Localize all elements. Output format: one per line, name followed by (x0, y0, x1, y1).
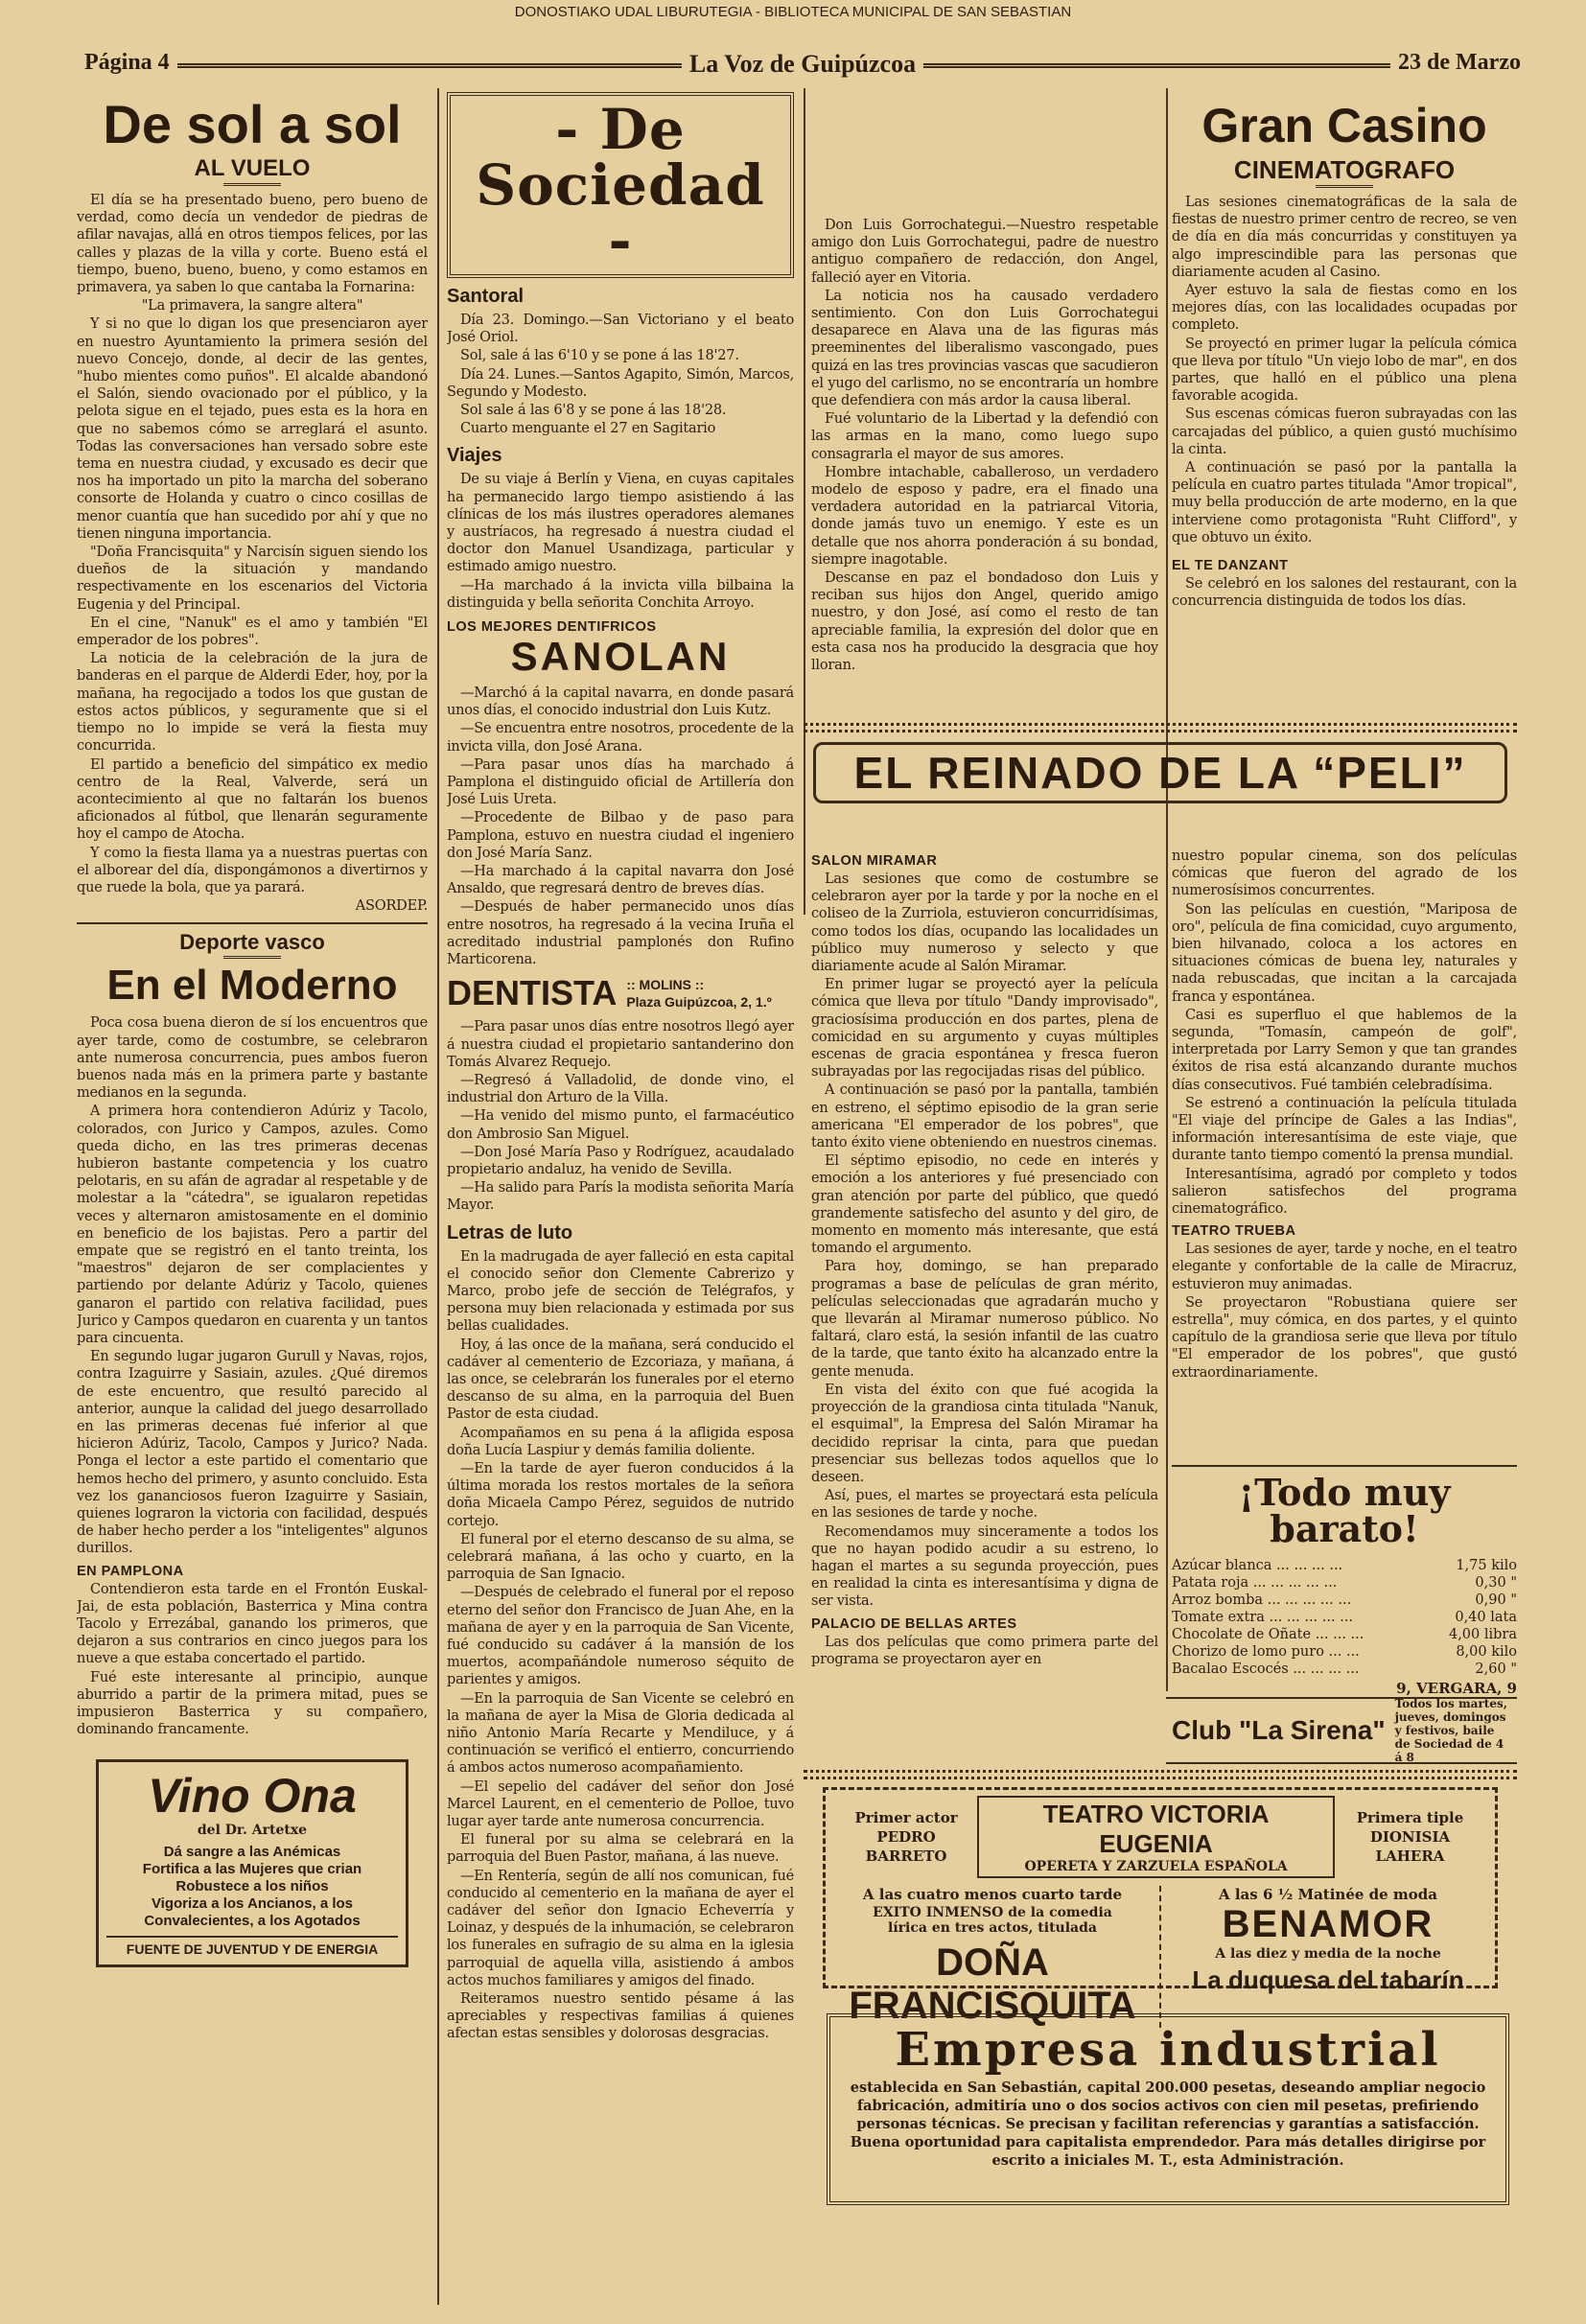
item-price: 0,40 lata (1455, 1610, 1517, 1625)
ad-line: Convalecientes, a los Agotados (144, 1913, 361, 1930)
item-name: Azúcar blanca ... ... ... ... (1172, 1558, 1343, 1573)
paragraph: Cuarto menguante el 27 en Sagitario (460, 421, 716, 437)
ad-footer: FUENTE DE JUVENTUD Y DE ENERGIA (106, 1936, 398, 1957)
peli-left-column (811, 848, 1158, 1691)
ad-name: :: MOLINS :: (626, 977, 705, 993)
item-name: Tomate extra ... ... ... ... ... (1172, 1610, 1354, 1625)
ad-text: Todos los martes, jueves, domingos y festivos, baile de Sociedad de 4 á 8 (1394, 1697, 1507, 1764)
paragraph: La noticia nos ha causado verdadero sentimiento. Con don Luis Gorrochategui desaparece en Alava una de las figuras más preeminentes del liberalismo vascongado, pues quizá en las tres provincias vascas que sacudieron el yugo del carlismo, no se encontraría un hombre que defendiera con más ardor la causa liberal. (811, 288, 1158, 409)
paragraph: En vista del éxito con que fué acogida la proyección de la grandiosa cinta titulada "Nanuk, el esquimal", la Empresa del Salón Miramar ha decidido reprisar la cinta, para que puedan presenciar sus bellezas todos aquellos que lo deseen. (811, 1382, 1158, 1485)
ad-maker: del Dr. Artetxe (197, 1823, 308, 1839)
column-de-sociedad (447, 92, 794, 2305)
paragraph: Reiteramos nuestro sentido pésame á las apreciables y respectivas familias á quienes afectan estas sensibles y dolorosas desgracias. (447, 1991, 794, 2042)
paragraph: —Ha marchado á la capital navarra don José Ansaldo, que regresará dentro de breves días. (447, 864, 794, 897)
paragraph: A continuación se pasó por la pantalla la película en cuatro partes titulada "Amor tropical", muy bella producción de arte moderno, en la que interviene como protagonista "Ruht Clifford", y que obtuvo un éxito. (1172, 460, 1517, 546)
paragraph: Descanse en paz el bondadoso don Luis y reciban sus hijos don Angel, querido amigo nuestro, y don José, así como el resto de tan apreciable familia, la expresión del dolor que en esta casa nos ha producido la desgracia que hoy lloran. (811, 570, 1158, 674)
decorative-border (804, 1770, 1517, 1779)
paragraph: Sol sale á las 6'8 y se pone á las 18'28. (460, 403, 727, 419)
ad-line: Vigoriza a los Ancianos, a los (151, 1895, 354, 1913)
paragraph: Poca cosa buena dieron de sí los encuentros que ayer tarde, como de costumbre, se celebraron ante numerosa concurrencia, pues ambos fueron buenos nada más en la primera parte y bastante medianos en la segunda. (77, 1015, 428, 1102)
peli-title-box (813, 742, 1507, 803)
paragraph: En primer lugar se proyectó ayer la película cómica que lleva por título "Dandy improvisado", graciosísima producción en dos partes, plena de comicidad en su argumento y cuyas múltiples escenas de gracia espontánea y fresca fueron subrayadas por las regocijadas risas del público. (811, 977, 1158, 1081)
ad-actor: PEDRO BARRETO (865, 1828, 947, 1865)
paragraph: Don Luis Gorrochategui.—Nuestro respetable amigo don Luis Gorrochategui, padre de nuestro antiguo compañero de redacción, don Angel, falleció ayer en Vitoria. (811, 218, 1158, 286)
library-holdline: DONOSTIAKO UDAL LIBURUTEGIA - BIBLIOTECA MUNICIPAL DE SAN SEBASTIAN (514, 4, 1072, 20)
price-row (1172, 1592, 1517, 1609)
ad-line: Fortifica a las Mujeres que crian (142, 1861, 362, 1878)
item-price: 8,00 kilo (1456, 1644, 1517, 1660)
paragraph: —Marchó á la capital navarra, en donde pasará unos días, el conocido industrial don Luis Kutz. (447, 686, 794, 719)
ad-title: Empresa industrial (895, 2023, 1441, 2077)
paragraph: "Doña Francisquita" y Narcisín siguen siendo los dueños de la situación y mandando respectivamente en los escenarios del Victoria Eugenia y del Principal. (77, 545, 428, 613)
paragraph: Recomendamos muy sinceramente a todos los que no hayan podido acudir a su estreno, lo hagan el martes a su segunda proyección, pues en realidad la cinta es interesantísima y digna de ser vista. (811, 1523, 1158, 1610)
paragraph: —Don José María Paso y Rodríguez, acaudalado propietario andaluz, ha venido de Sevilla. (447, 1144, 794, 1177)
item-name: Bacalao Escocés ... ... ... ... (1172, 1662, 1360, 1677)
ad-brand: Club "La Sirena" (1172, 1715, 1386, 1745)
subheading: EL TE DANZANT (1172, 558, 1289, 574)
paragraph: Ayer estuvo la sala de fiestas como en los mejores días, con las localidades ocupadas por completo. (1172, 283, 1517, 334)
ad-brand: DENTISTA (447, 973, 618, 1013)
sociedad-title-box (447, 92, 794, 278)
ad-line: Dá sangre a las Anémicas (163, 1844, 341, 1861)
empresa-ad (827, 2013, 1509, 2205)
paragraph: Día 23. Domingo.—San Victoriano y el beato José Oriol. (447, 313, 794, 346)
newspaper-name: La Voz de Guipúzcoa (682, 50, 923, 79)
ad-line: Robustece a los niños (175, 1878, 329, 1895)
paragraph: —Regresó á Valladolid, de donde vino, el industrial don Arturo de la Villa. (447, 1072, 794, 1106)
paragraph: Se proyectó en primer lugar la película cómica que lleva por título "Un viejo lobo de mar", en dos partes, que halló en el público una plena favorable acogida. (1172, 336, 1517, 405)
section-title: En el Moderno (106, 962, 398, 1010)
paragraph: En el cine, "Nanuk" es el amo y también "El emperador de los pobres". (77, 615, 428, 649)
paragraph: Son las películas en cuestión, "Mariposa de oro", película de fina comicidad, cuyo argumento, bien hilvanado, coloca a los actores en situaciones cómicas de buena ley, naturales y nada rebuscadas, que incitan a la carcajada franca y espontánea. (1172, 901, 1517, 1005)
sirena-ad (1166, 1697, 1517, 1764)
paragraph: Casi es superfluo el que hablemos de la segunda, "Tomasín, campeón de golf", interpretada por Larry Semon y que tan grandes éxitos de risa está alcanzando durante muchos días consecutivos. Fué también celebradísima. (1172, 1007, 1517, 1093)
column-de-sol-a-sol (77, 92, 428, 2305)
ad-theatre: TEATRO VICTORIA EUGENIA (1042, 1800, 1270, 1858)
paragraph: —Ha marchado á la invicta villa bilbaina la distinguida y bella señorita Conchita Arroyo. (447, 577, 794, 611)
paragraph: De su viaje á Berlín y Viena, en cuyas capitales ha permanecido largo tiempo asistiendo á las clínicas de los más ilustres operadores alemanes y austríacos, ha regresado á nuestra ciudad el doctor don Manuel Usandizaga, particular y estimado amigo nuestro. (447, 472, 794, 575)
ad-address: Plaza Guipúzcoa, 2, 1.º (626, 994, 772, 1011)
item-name: Patata roja ... ... ... ... ... (1172, 1575, 1338, 1591)
show-title: DOÑA FRANCISQUITA (849, 1941, 1136, 2027)
peli-right-column (1172, 848, 1517, 1461)
ad-brand: SANOLAN (510, 634, 731, 680)
sanolan-ad (447, 619, 794, 680)
paragraph: Día 24. Lunes.—Santos Agapito, Simón, Marcos, Segundo y Modesto. (447, 366, 794, 400)
paragraph: —En Rentería, según de allí nos comunican, fué conducido al cementerio en la mañana de ayer el cadáver del señor don Ignacio Echeverría y Loinaz, y después de la inhumación, se celebraron los funerales en sufragio de su alma en la iglesia parroquial de aquella villa, asistiendo á ambos actos muchos familiares y amigos del finado. (447, 1868, 794, 1988)
paragraph: Fué voluntario de la Libertad y la defendió con las armas en la mano, como luego supo consagrarla el mayor de sus amores. (811, 411, 1158, 462)
item-price: 4,00 libra (1448, 1627, 1517, 1642)
paragraph: Contendieron esta tarde en el Frontón Euskal-Jai, de esta población, Basterrica y Mina contra Tacolo y Errezábal, ganando los primeros, que dejaron a sus contrarios en cinco juegos para los nueve a que estaba concertado el partido. (77, 1581, 428, 1667)
paragraph: El partido a beneficio del simpático ex medio centro de la Real, Valverde, será un acontecimiento al que no faltarán los buenos aficionados al fútbol, que llenarán seguramente hoy el campo de Atocha. (77, 756, 428, 843)
ad-text: establecida en San Sebastián, capital 200.000 pesetas, deseando ampliar negocio fabricación, admitiría uno o dos socios activos con cien mil pesetas, prefiriendo personas técnicas. Se precisan y facilitan referencias y garantías a satisfacción. Buena oportunidad para capitalista emprendedor. Para más detalles dirigirse por escrito a iniciales M. T., esta Administración. (850, 2080, 1486, 2169)
column-rule (437, 88, 439, 2305)
paragraph: Acompañamos en su pena á la afligida esposa doña Lucía Laspiur y demás familia doliente. (447, 1425, 794, 1458)
paragraph: —El sepelio del cadáver del señor don José Marcel Laurent, en el cementerio de Polloe, tuvo lugar ayer tarde ante numerosa concurrencia. (447, 1778, 794, 1830)
paragraph: —En la parroquia de San Vicente se celebró en la mañana de ayer la Misa de Gloria dedicada al niño Antonio María Recarte y Mendiluce, y á continuación se verificó el entierro, concurriendo á ambos actos numeroso acompañamiento. (447, 1690, 794, 1777)
column-gran-casino (1172, 92, 1517, 706)
show-time: A las diez y media de la noche (1215, 1946, 1441, 1962)
paragraph: El día se ha presentado bueno, pero bueno de verdad, como decía un vendedor de piedras de afilar navajas, allá en otros tiempos felices, por las calles y plazas de la villa y corte. Bueno está el tiempo, bueno, bueno, bueno, y como estamos en primavera, ya saben lo que cantaba la Fornarina: (77, 193, 428, 296)
price-row (1172, 1626, 1517, 1643)
paragraph: Hombre intachable, caballeroso, un verdadero modelo de esposo y padre, era el finado una verdadera autoridad en la patriarcal Vitoria, donde jamás tuvo un enemigo. Y este es un detalle que nos ahorra ponderación á su bondad, siempre inagotable. (811, 464, 1158, 568)
item-name: Arroz bomba ... ... ... ... ... (1172, 1592, 1352, 1608)
paragraph: Se estrenó a continuación la película titulada "El viaje del príncipe de Gales a las Indias", información interesantísima de este viaje, que durante tanto tiempo comentó la prensa mundial. (1172, 1095, 1517, 1164)
ad-brand: Vino Ona (148, 1769, 357, 1824)
page-header (77, 48, 1528, 81)
paragraph: Así, pues, el martes se proyectará esta película en las sesiones de tarde y noche. (811, 1488, 1158, 1522)
price-row (1172, 1574, 1517, 1592)
paragraph: A primera hora contendieron Adúriz y Tacolo, colorados, con Jurico y Campos, azules. Como queda dicho, en las tres primeras decenas hubieron bastante competencia y los cuatro pelotaris, en su afán de agradar al respetable y de molestar a la "cátedra", se igualaron repetidas veces y alternaron amistosamente en el dominio en beneficio de los bajistas. Pero a partir del empate que se registró en el tanto treinta, los "maestros" dejaron de ser complacientes y partiendo por delante Adúriz y Tacolo, quienes ganaron el partido con relativa facilidad, pues Jurico y Campos quedaron en cuarenta y un tantos para cincuenta. (77, 1104, 428, 1346)
dentista-ad (447, 973, 794, 1013)
page-date: 23 de Marzo (1390, 50, 1528, 76)
paragraph: Las sesiones que como de costumbre se celebraron ayer por la tarde y por la noche en el coliseo de la Zurriola, estuvieron concurridísimas, como todos los días, ocupando las localidades un público muy numeroso y selecto y que diariamente acude al Salón Miramar. (811, 872, 1158, 975)
paragraph: nuestro popular cinema, son dos películas cómicas que fueron del agrado de los numerosísimos concurrentes. (1172, 848, 1517, 899)
section-kicker: Deporte vasco (179, 930, 325, 955)
barato-ad (1172, 1457, 1517, 1697)
paragraph: —Para pasar unos días entre nosotros llegó ayer á nuestra ciudad el propietario santanderino don Tomás Alvarez Requejo. (447, 1019, 794, 1070)
ad-actress: DIONISIA LAHERA (1369, 1828, 1451, 1865)
vino-ona-ad (96, 1759, 408, 1967)
subheading: EN PAMPLONA (77, 1563, 184, 1579)
page-number: Página 4 (77, 50, 177, 76)
paragraph: Se celebró en los salones del restaurant, con la concurrencia distinguida de todos los días. (1172, 576, 1517, 610)
paragraph: Para hoy, domingo, se han preparado programas a base de películas de gran mérito, películas seleccionadas que agradarán mucho y que llevarán al Miramar numeroso público. No faltará, claro está, la sesión infantil de las cuatro de la tarde, que tanto éxito ha alcanzado entre la gente menuda. (811, 1259, 1158, 1380)
ad-label: Primer actor (854, 1809, 958, 1826)
paragraph: Se proyectaron "Robustiana quiere ser estrella", muy cómica, en dos partes, y el quinto capítulo de la grandiosa serie que lleva por título "El emperador de los pobres", que gustó extraordinariamente. (1172, 1294, 1517, 1381)
item-price: 1,75 kilo (1456, 1558, 1517, 1573)
section-subtitle: CINEMATOGRAFO (1233, 155, 1456, 184)
paragraph: Sol, sale á las 6'10 y se pone á las 18'27. (460, 348, 739, 364)
item-price: 0,90 " (1475, 1592, 1517, 1608)
subheading: Viajes (447, 445, 502, 467)
paragraph: "La primavera, la sangre altera" (141, 298, 363, 314)
show-description: EXITO INMENSO de la comedia lírica en tres actos, titulada (873, 1905, 1112, 1936)
show-time: A las 6 ½ Matinée de moda (1219, 1886, 1437, 1903)
subheading: TEATRO TRUEBA (1172, 1223, 1296, 1240)
item-price: 0,30 " (1475, 1575, 1517, 1591)
paragraph: El funeral por su alma se celebrará en la parroquia del Buen Pastor, mañana, á las nueve. (447, 1832, 794, 1866)
paragraph: Las dos películas que como primera parte del programa se proyectaron ayer en (811, 1634, 1158, 1667)
paragraph: Interesantísima, agradó por completo y todos salieron satisfechos del programa cinematográfico. (1172, 1166, 1517, 1218)
teatro-box (823, 1787, 1498, 2027)
price-row (1172, 1661, 1517, 1678)
section-title: EL REINADO DE LA “PELI” (853, 748, 1467, 798)
subheading: Santoral (447, 286, 525, 307)
subheading: PALACIO DE BELLAS ARTES (811, 1615, 1017, 1632)
ad-genre: OPERETA Y ZARZUELA ESPAÑOLA (1024, 1859, 1288, 1874)
paragraph: —Después de celebrado el funeral por el reposo eterno del señor don Francisco de Juan Ahe, en la mañana de ayer y en la parroquia de San Vicente, fué conducido su cadáver á la mansión de los muertos, acompañándole numeroso séquito de parientes y amigos. (447, 1585, 794, 1688)
subheading: SALON MIRAMAR (811, 853, 938, 869)
show-title: La duquesa del tabarín (1192, 1965, 1464, 1994)
section-title: - De Sociedad - (476, 97, 765, 273)
show-title: BENAMOR (1222, 1903, 1434, 1945)
paragraph: Sus escenas cómicas fueron subrayadas con las carcajadas del público, a quien gustó muchísimo la cinta. (1172, 407, 1517, 457)
item-name: Chorizo de lomo puro ... ... (1172, 1644, 1360, 1660)
paragraph: El séptimo episodio, no cede en interés y emoción a los anteriores y fué presenciado con gran atención por parte del público, que quedó grandemente satisfecho del asunto y del giro, de momento en momento más interesante, que está tomando el argumento. (811, 1153, 1158, 1257)
ad-title: ¡Todo muy barato! (1238, 1471, 1451, 1550)
paragraph: —Para pasar unos días ha marchado á Pamplona el distinguido oficial de Artillería don José Luis Ureta. (447, 756, 794, 808)
item-price: 2,60 " (1475, 1662, 1517, 1677)
paragraph: Fué este interesante al principio, aunque aburrido a partir de la primera mitad, pues se impusieron Basterrica y su compañero, dominando francamente. (77, 1669, 428, 1738)
section-subtitle: AL VUELO (194, 155, 311, 181)
paragraph: Y como la fiesta llama ya a nuestras puertas con el alborear del día, dispongámonos a divertirnos y que ruede la bola, que ya parará. (77, 845, 428, 895)
paragraph: El funeral por el eterno descanso de su alma, se celebrará mañana, á las ocho y cuarto, en la parroquia de San Ignacio. (447, 1531, 794, 1583)
paragraph: Hoy, á las once de la mañana, será conducido el cadáver al cementerio de Ezcoriaza, y mañana, á las once, se celebrarán los funerales por el eterno descanso de su alma, en la parroquia del Buen Pastor de esta ciudad. (447, 1336, 794, 1423)
column-rule (1166, 848, 1168, 1691)
paragraph: —Ha venido del mismo punto, el farmacéutico don Ambrosio San Miguel. (447, 1108, 794, 1142)
paragraph: Y si no que lo digan los que presenciaron ayer en nuestro Ayuntamiento la primera sesión del nuevo Concejo, donde, al decir de las gentes, "hubo mientes como puños". El alcalde abandonó el Salón, siendo ovacionado por el público, y la pelota sigue en el tejado, pues esta es la hora en que no sabemos cómo se arreglará el asunto. Todas las conversaciones han versado sobre este tema en nuestra ciudad, y excusado es decir que nos ha importado un pito la marcha del soberano consorte de Holanda y cuatro o cinco cosillas de menor cuantía que han sucedido por ahí y que no tienen ninguna importancia. (77, 316, 428, 542)
teatro-ad (804, 1770, 1517, 2027)
paragraph: —En la tarde de ayer fueron conducidos á la última morada los restos mortales de la señora doña Micaela Campo Pérez, seguidos de nutrido cortejo. (447, 1460, 794, 1529)
paragraph: —Después de haber permanecido unos días entre nosotros, ha regresado á la vecina Iruña el acreditado industrial pamplonés don Rufino Marticorena. (447, 899, 794, 968)
paragraph: —Ha salido para París la modista señorita María Mayor. (447, 1180, 794, 1214)
show-time: A las cuatro menos cuarto tarde (862, 1886, 1123, 1903)
signature: ASORDEP. (355, 898, 428, 915)
paragraph: —Procedente de Bilbao y de paso para Pamplona, estuvo en nuestra ciudad el ingeniero don José María Sanz. (447, 810, 794, 861)
section-title: De sol a sol (103, 94, 402, 154)
ad-kicker: LOS MEJORES DENTIFRICOS (447, 619, 657, 636)
price-row (1172, 1557, 1517, 1574)
paragraph: A continuación se pasó por la pantalla, también en estreno, el séptimo episodio de la gran serie americana "El emperador de los pobres", que tanto éxito viene obteniendo en nuestros cinemas. (811, 1082, 1158, 1151)
paragraph: —Se encuentra entre nosotros, procedente de la invicta villa, don José Arana. (447, 721, 794, 755)
article-body (77, 192, 428, 915)
price-row (1172, 1643, 1517, 1661)
peli-section (804, 713, 1517, 811)
item-name: Chocolate de Oñate ... ... ... (1172, 1627, 1364, 1642)
paragraph: Las sesiones cinematográficas de la sala de fiestas de nuestro primer centro de recreo, se ven de día en día más concurridas y constituyen ya algo imprescindible para las personas que diariamente acuden al Casino. (1172, 195, 1517, 280)
paragraph: En la madrugada de ayer falleció en esta capital el conocido señor don Clemente Cabrerizo y Marco, probo jefe de sección de Telégrafos, y persona muy bien relacionada y estimada por sus bellas cualidades. (447, 1248, 794, 1335)
decorative-border (804, 723, 1517, 732)
ad-label: Primera tiple (1356, 1809, 1464, 1826)
section-title: Gran Casino (1201, 99, 1487, 152)
paragraph: La noticia de la celebración de la jura de banderas en el parque de Alderdi Eder, hoy, por la mañana, ha regocijado a todos los que gustan de estos actos públicos, y seguramente que si el tiempo no lo impide se verá la fiesta muy concurrida. (77, 651, 428, 755)
price-row (1172, 1609, 1517, 1626)
paragraph: Las sesiones de ayer, tarde y noche, en el teatro elegante y confortable de la calle de Miracruz, estuvieron muy animadas. (1172, 1242, 1517, 1292)
subheading: Letras de luto (447, 1221, 573, 1243)
ad-address: 9, VERGARA, 9 (1396, 1680, 1517, 1697)
paragraph: En segundo lugar jugaron Gurull y Navas, rojos, contra Izaguirre y Sasiain, azules. ¿Qué diremos de este encuentro, que resultó parecido al anterior, aunque la calidad del juego desarrollado en las primeras decenas fué inferior al que hicieron Adúriz, Tacolo, Campos y Jurico? Nada. Ponga el lector a este partido el comentario que hemos hecho del primero, y asunto concluido. Esta vez los gananciosos fueron Izaguirre y Sasiain, quienes lograron la victoria con facilidad, después de haber hecho perder a los "inteligentes" algunos durillos. (77, 1349, 428, 1557)
